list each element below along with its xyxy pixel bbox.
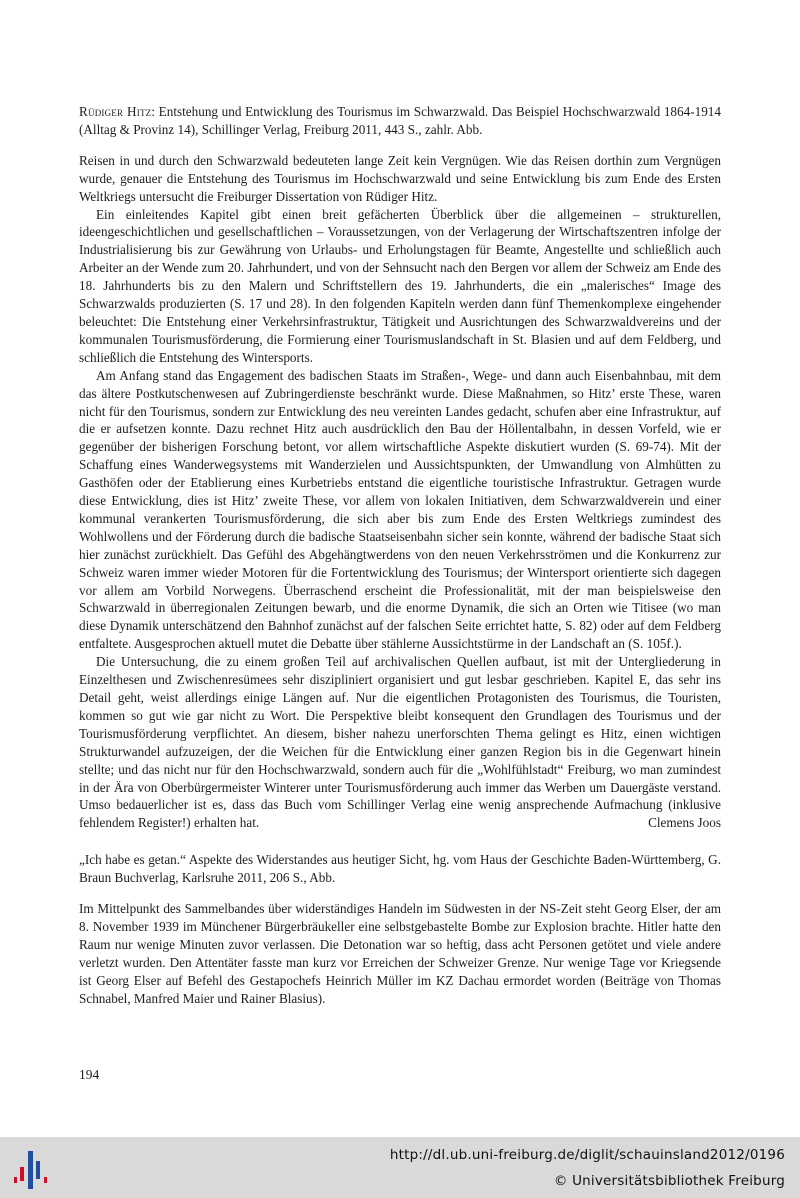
review-1-paragraph-3: Am Anfang stand das Engagement des badischen Staats im Straßen-, Wege- und dann auch Eisenbahnbau, mit dem das ältere Postkutschenwesen auf Zubringerdienste beschränkt wurde. Diese Maßnahmen, so Hitz’ erste These, waren nicht für den Tourismus, sondern zur Entwicklung des neu vereinten Landes gedacht, schufen aber eine Infrastruktur, auf die er aufsetzen konnte. Dazu rechnet Hitz auch ausdrücklich den Bau der Höllentalbahn, in dessen Vorfeld, wie er gegenüber der bisherigen Forschung betont, vor allem wirtschaftliche Aspekte diskutiert wurden (S. 69-74). Mit der Schaffung eines Wanderwegsystems mit Wanderzielen und Aussichtspunkten, der Umwandlung von Almhütten zu Gasthöfen oder der Etablierung eines Kurbetriebs entstand die eigentliche touristische Infrastruktur. Getragen wurde diese Entwicklung, dies ist Hitz’ zweite These, vor allem von lokalen Initiativen, dem Schwarzwaldverein und einer kommunal verankerten Tourismusförderung, die sich aber bis zum Ende des Ersten Weltkriegs zumindest des Wohlwollens und der Förderung durch die badische Staatseisenbahn sicher sein konnte, während der badische Staat sich hier zunächst zurückhielt. Das Gefühl des Abgehängtwerdens von den neuen Verkehrsströmen und die Konkurrenz zur Schweiz waren immer wieder Motoren für die Fortentwicklung des Tourismus; der Wintersport orientierte sich dagegen vor allem am Vorbild Norwegens. Überraschend erscheint die Professionalität, mit der man beispielsweise den Schwarzwald in überregionalen Zeitungen bewarb, und die enorme Dynamik, die sich an Orten wie Titisee (wo man diese Dynamik unterschätzend den Bahnhof zunächst auf der falschen Seite errichtet hatte, S. 82) oder auf dem Feldberg entfaltete. Ausgesprochen aktuell mutet die Debatte über stählerne Aussichtstürme in der Landschaft an (S. 105f.). <box>79 367 721 652</box>
review-1-paragraph-4 <box>79 653 721 832</box>
review-1-citation <box>79 103 721 139</box>
reviewer-signature: Clemens Joos <box>648 815 721 831</box>
permalink-url[interactable]: http://dl.ub.uni-freiburg.de/diglit/schauinsland2012/0196 <box>389 1147 785 1163</box>
review-1-paragraph-1: Reisen in und durch den Schwarzwald bedeuteten lange Zeit kein Vergnügen. Wie das Reisen dorthin zum Vergnügen wurde, genauer die Entstehung des Tourismus im Hochschwarzwald und seine Entwicklung bis zum Ende des Ersten Weltkriegs untersucht die Freiburger Dissertation von Rüdiger Hitz. <box>79 152 721 204</box>
review-1-author: Rüdiger Hitz <box>79 104 152 119</box>
review-2-paragraph-1: Im Mittelpunkt des Sammelbandes über widerständiges Handeln im Südwesten in der NS-Zeit steht Georg Elser, der am 8. November 1939 im Münchener Bürgerbräukeller eine selbstgebastelte Bombe zur Explosion brachte. Hitler hatte den Raum nur wenige Minuten zuvor verlassen. Die Detonation war so heftig, dass acht Personen getötet und viele andere verletzt wurden. Den Attentäter fasste man kurz vor Erreichen der Schweizer Grenze. Nur wenige Tage vor Kriegsende ist Georg Elser auf Befehl des Gestapochefs Heinrich Müller im KZ Dachau ermordet worden (Beiträge von Thomas Schnabel, Manfred Maier und Rainer Blasius). <box>79 901 721 1006</box>
copyright-notice: © Universitätsbibliothek Freiburg <box>553 1173 785 1189</box>
review-1-citation-text: : Entstehung und Entwicklung des Tourismus im Schwarzwald. Das Beispiel Hochschwarzwald 1864-1914 (Alltag & Provinz 14), Schillinger Verlag, Freiburg 2011, 443 S., zahlr. Abb. <box>79 104 721 137</box>
review-1-paragraph-2: Ein einleitendes Kapitel gibt einen breit gefächerten Überblick über die allgemeinen – strukturellen, ideengeschichtlichen und gesellschaftlichen – Voraussetzungen, von der Verlagerung der Wirtschaftszentren infolge der Industrialisierung bis zur Gewährung von Urlaubs- und Erholungstagen für Beamte, Angestellte und schließlich auch Arbeiter an der Wende zum 20. Jahrhundert, und von der Sehnsucht nach den Bergen vor allem der Schweiz am Ende des 18. Jahrhunderts bis zu den Malern und Schriftstellern des 19. Jahrhunderts, die ein „malerisches“ Image des Schwarzwalds produzierten (S. 17 und 28). In den folgenden Kapiteln werden dann fünf Themenkomplexe eingehender beleuchtet: Die Entstehung einer Verkehrsinfrastruktur, Tätigkeit und Ausrichtungen des Schwarzwaldvereins und der kommunalen Tourismusförderung, die Formierung einer Tourismuslandschaft in St. Blasien und auf dem Feldberg, und schließlich die Entstehung des Wintersports. <box>79 206 721 365</box>
ub-freiburg-logo-icon <box>10 1147 54 1193</box>
page-body <box>79 103 721 1008</box>
page-number: 194 <box>79 1067 100 1082</box>
review-1-paragraph-4-text: Die Untersuchung, die zu einem großen Teil auf archivalischen Quellen aufbaut, ist mit der Untergliederung in Einzelthesen und Zwischenresümees sehr diszipliniert organisiert und gut lesbar geschrieben. Kapitel E, das sehr ins Detail geht, weist allerdings einige Längen auf. Nur die eigentlichen Protagonisten des Tourismus, die Touristen, kommen so gut wie gar nicht zu Wort. Die Perspektive bleibt konsequent den Grundlagen des Tourismus und der Tourismusförderung verpflichtet. An diesem, bisher nahezu unerforschten Thema gelingt es Hitz, einen wichtigen Strukturwandel aufzuzeigen, der die Weichen für die Entwicklung einer ganzen Region bis in die Gegenwart hinein stellte; und das nicht nur für den Hochschwarzwald, sondern auch für die „Wohlfühlstadt“ Freiburg, wo man zumindest in der Ära von Oberbürgermeister Winterer unter Tourismusförderung auch immer das Werben um Dauergäste verstand. Umso bedauerlicher ist es, dass das Buch vom Schillinger Verlag eine wenig ansprechende Aufmachung (inklusive fehlendem Register!) erhalten hat. <box>79 654 721 831</box>
viewer-footer <box>0 1137 800 1198</box>
review-2-citation: „Ich habe es getan.“ Aspekte des Widerstandes aus heutiger Sicht, hg. vom Haus der Geschichte Baden-Württemberg, G. Braun Buchverlag, Karlsruhe 2011, 206 S., Abb. <box>79 852 721 886</box>
